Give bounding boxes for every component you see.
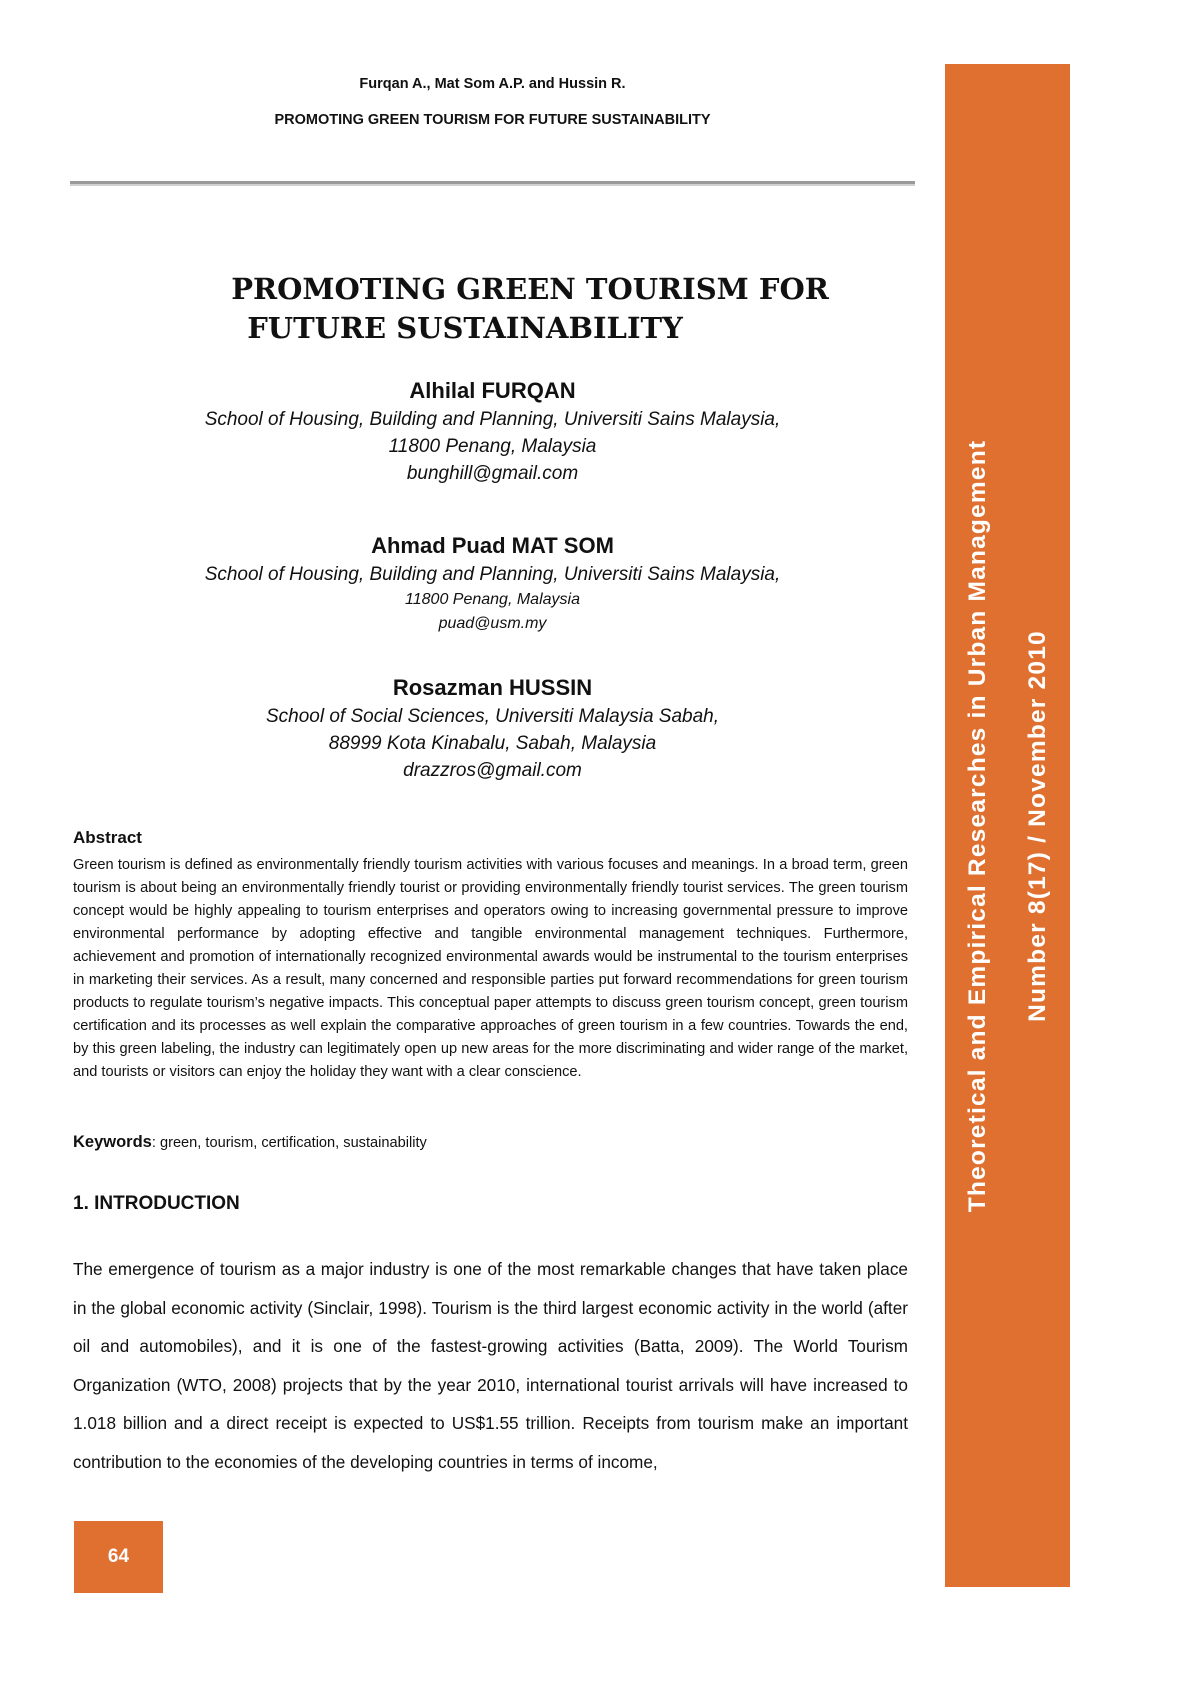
author-block-1 [70,376,915,487]
journal-side-text [948,276,1068,1376]
author-block-3 [70,673,915,784]
author-affiliation: School of Housing, Building and Planning, Universiti Sains Malaysia, [204,564,781,585]
author-affiliation: School of Social Sciences, Universiti Malaysia Sabah, [265,706,720,727]
journal-side-band [945,64,1070,1587]
introduction-text: The emergence of tourism as a major industry is one of the most remarkable changes that have taken place in the global economic activity (Sinclair, 1998). Tourism is the third largest economic activity in the world (after oil and automobiles), and it is one of the fastest-growing activities (Batta, 2009). The World Tourism Organization (WTO, 2008) projects that by the year 2010, international tourist arrivals will have increased to 1.018 billion and a direct receipt is expected to US$1.55 trillion. Receipts from tourism make an important contribution to the economies of the developing countries in terms of income, [73,1259,908,1472]
paper-title-line-2: FUTURE SUSTAINABILITY [247,311,683,345]
author-name: Ahmad Puad MAT SOM [371,533,614,558]
header-divider [70,181,915,186]
keywords-text: : green, tourism, certification, sustainability [151,1135,427,1151]
keywords-label: Keywords [73,1133,152,1151]
page-number: 64 [107,1546,130,1567]
paper-title [70,270,990,348]
author-affiliation: School of Housing, Building and Planning, Universiti Sains Malaysia, [204,409,781,430]
author-email: bunghill@gmail.com [406,463,579,484]
author-email: puad@usm.my [438,615,547,632]
author-address: 11800 Penang, Malaysia [388,436,597,457]
running-head-title: PROMOTING GREEN TOURISM FOR FUTURE SUSTAINABILITY [274,112,711,128]
keywords-line [73,1131,427,1155]
abstract-heading: Abstract [73,828,142,847]
author-name: Rosazman HUSSIN [392,675,593,700]
page-number-badge [74,1521,163,1593]
author-block-2 [70,531,915,636]
author-email: drazzros@gmail.com [403,760,582,781]
journal-name: Theoretical and Empirical Researches in Urban Management [963,439,991,1212]
journal-issue: Number 8(17) / November 2010 [1023,629,1051,1022]
paper-title-line-1: PROMOTING GREEN TOURISM FOR [231,272,829,306]
author-address: 11800 Penang, Malaysia [405,591,580,608]
author-address: 88999 Kota Kinabalu, Sabah, Malaysia [328,733,657,754]
section-heading-introduction: 1. INTRODUCTION [73,1193,240,1214]
abstract-text: Green tourism is defined as environmentally friendly tourism activities with various focuses and meanings. In a broad term, green tourism is about being an environmentally friendly tourist or providing environmentally friendly tourist services. The green tourism concept would be highly appealing to tourism enterprises and operators owing to increasing governmental pressure to improve environmental performance by adopting effective and tangible environmental management techniques. Furthermore, achievement and promotion of internationally recognized environmental awards would be instrumental to the tourism enterprises in marketing their services. As a result, many concerned and responsible parties put forward recommendations for green tourism products to regulate tourism’s negative impacts. This conceptual paper attempts to discuss green tourism concept, green tourism certification and its processes as well explain the comparative approaches of green tourism in a few countries. Towards the end, by this green labeling, the industry can legitimately open up new areas for the more discriminating and wider range of the market, and tourists or visitors can enjoy the holiday they want with a clear conscience. [73,857,908,1080]
author-name: Alhilal FURQAN [409,378,576,403]
running-head-authors: Furqan A., Mat Som A.P. and Hussin R. [359,76,626,92]
